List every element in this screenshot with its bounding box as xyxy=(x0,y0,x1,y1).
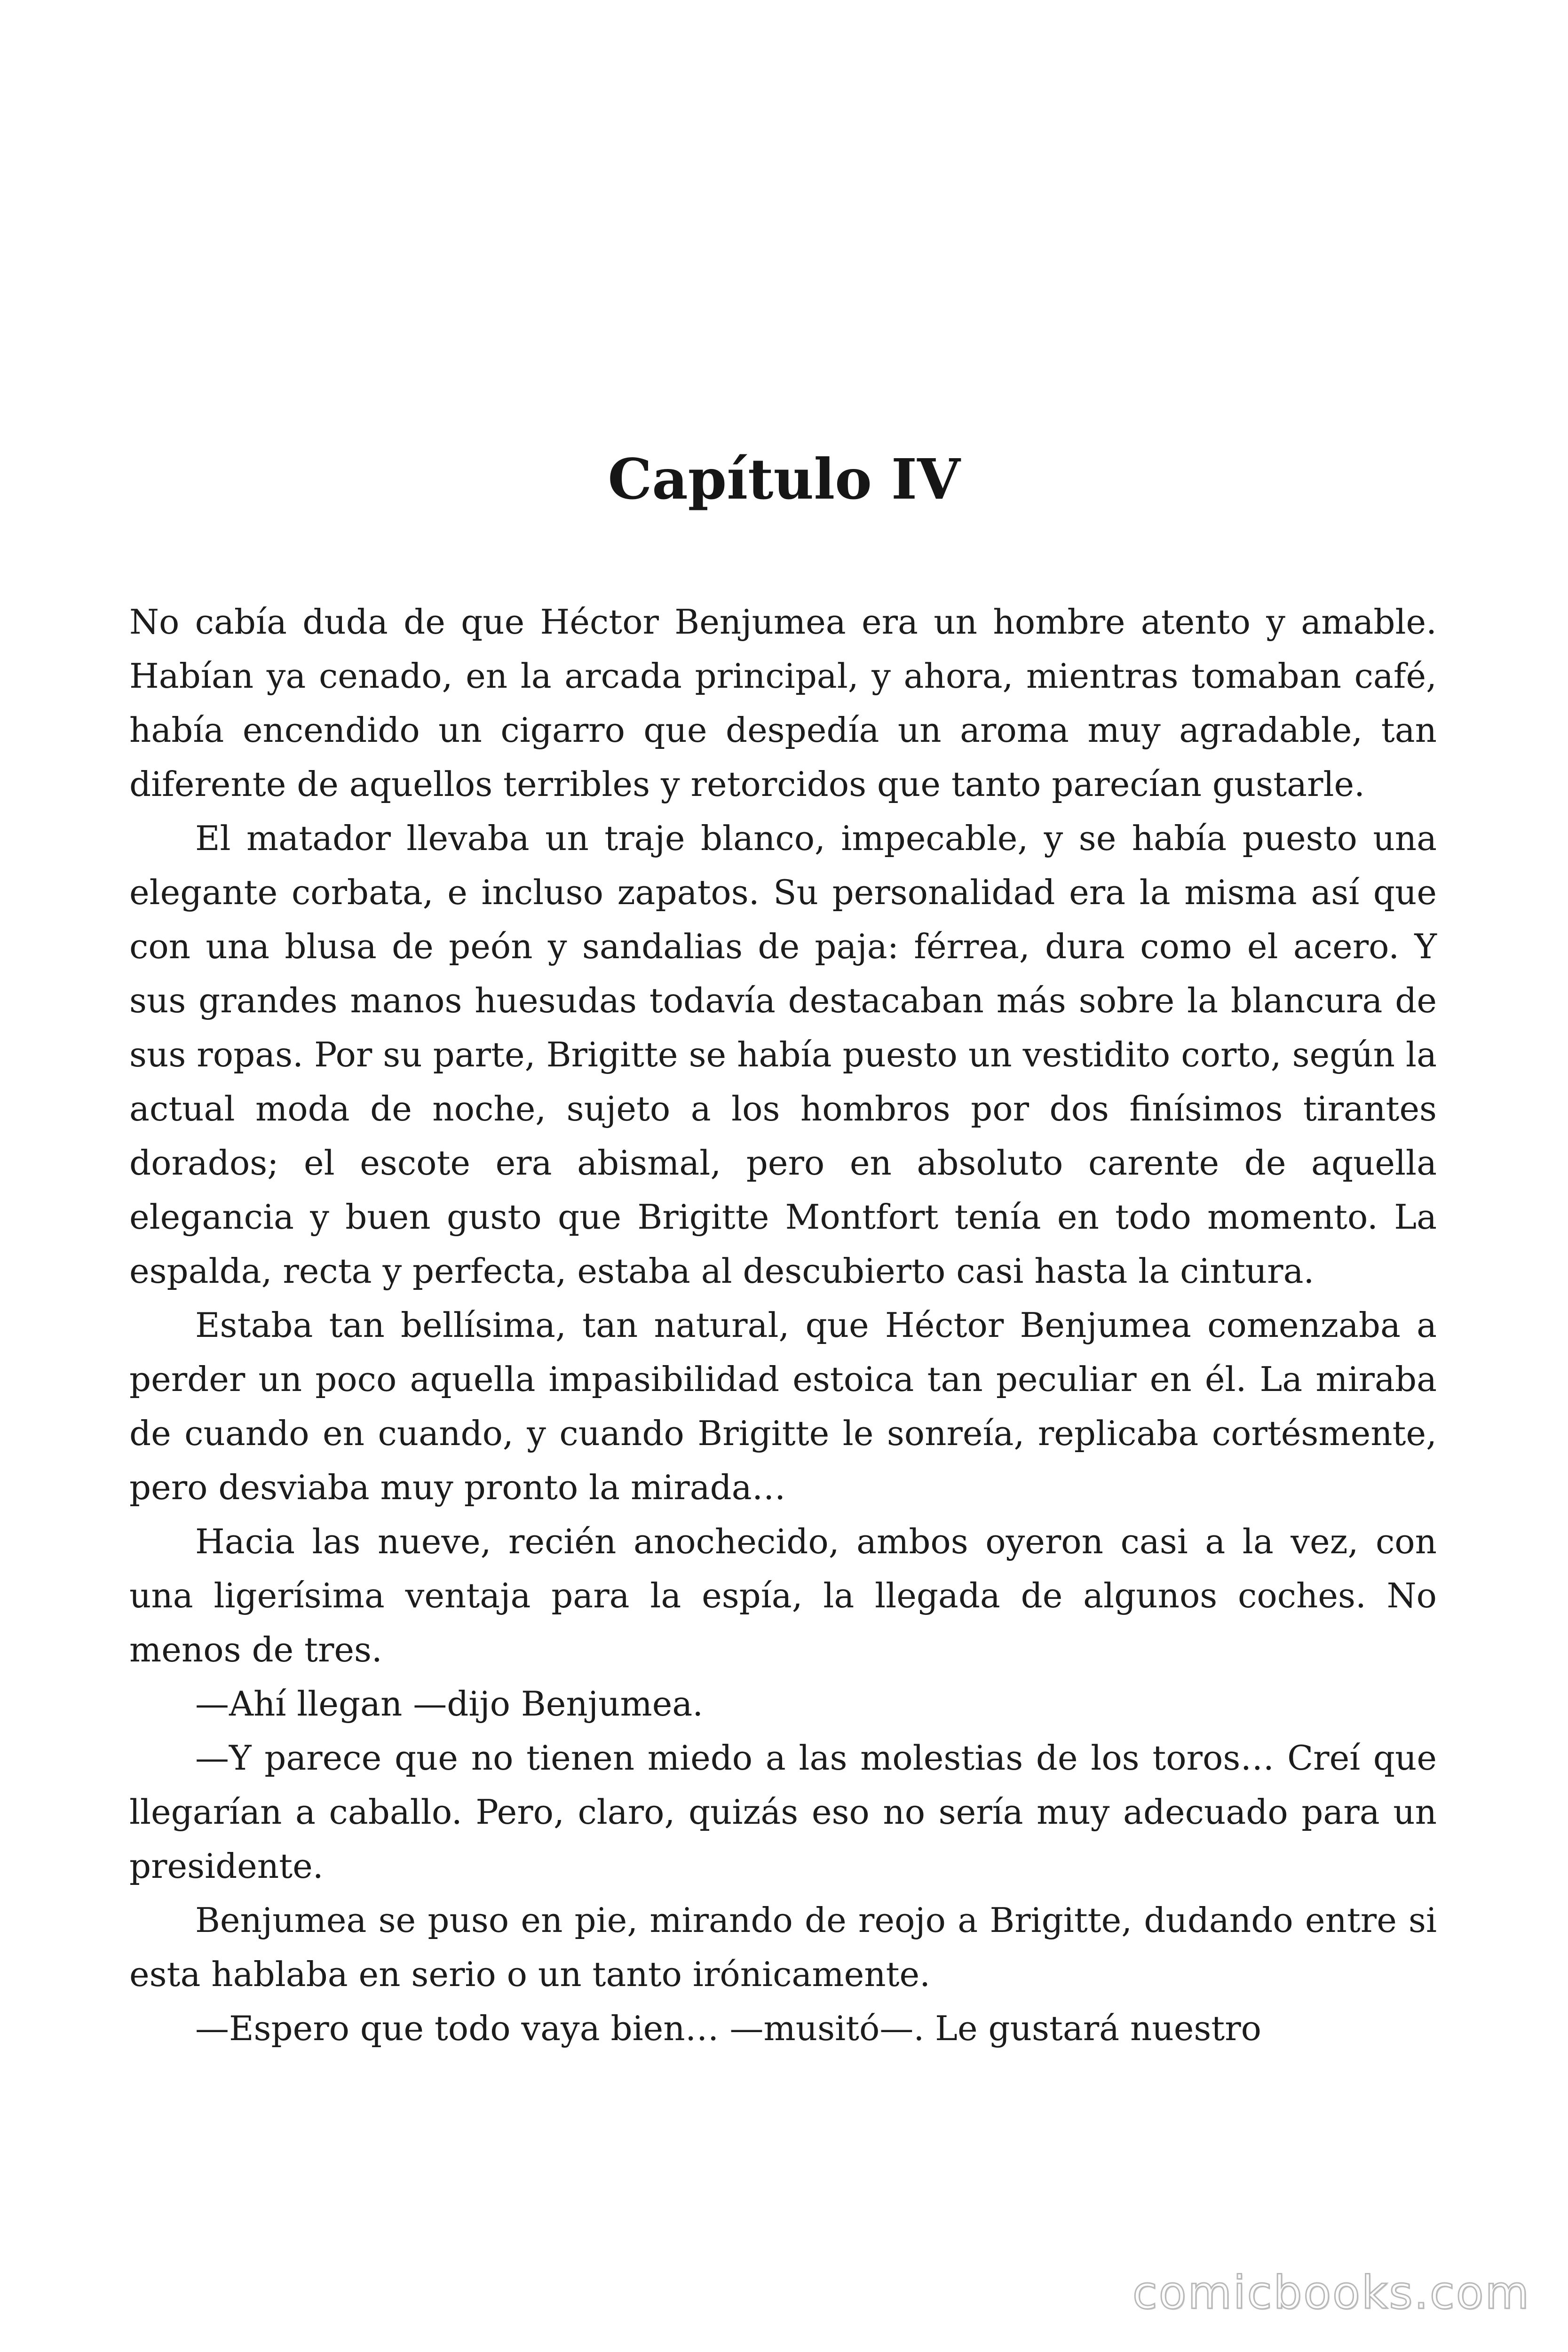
paragraph: —Ahí llegan —dijo Benjumea. xyxy=(195,1684,704,1724)
paragraph: Benjumea se puso en pie, mirando de reojo a Brigitte, dudando entre si esta hablaba en serio o un tanto irónicamente. xyxy=(129,1900,1437,1994)
paragraph: No cabía duda de que Héctor Benjumea era un hombre atento y amable. Habían ya cenado, en la arcada principal, y ahora, mientras tomaban café, había encendido un cigarro que despedía un aroma muy agradable, tan diferente de aquellos terribles y retorcidos que tanto parecían gustarle. xyxy=(129,602,1437,804)
chapter-title: Capítulo IV xyxy=(608,446,960,512)
paragraph: Hacia las nueve, recién anochecido, ambos oyeron casi a la vez, con una ligerísima ventaja para la espía, la llegada de algunos coches. No menos de tres. xyxy=(129,1522,1437,1669)
paragraph: El matador llevaba un traje blanco, impecable, y se había puesto una elegante corbata, e incluso zapatos. Su personalidad era la misma así que con una blusa de peón y sandalias de paja: férrea, dura como el acero. Y sus grandes manos huesudas todavía destacaban más sobre la blancura de sus ropas. Por su parte, Brigitte se había puesto un vestidito corto, según la actual moda de noche, sujeto a los hombros por dos finísimos tirantes dorados; el escote era abismal, pero en absoluto carente de aquella elegancia y buen gusto que Brigitte Montfort tenía en todo momento. La espalda, recta y perfecta, estaba al descubierto casi hasta la cintura. xyxy=(129,818,1437,1291)
chapter-body xyxy=(129,595,1437,2056)
paragraph: —Espero que todo vaya bien… —musitó—. Le gustará nuestro xyxy=(195,2009,1261,2048)
paragraph: Estaba tan bellísima, tan natural, que Héctor Benjumea comenzaba a perder un poco aquella impasibilidad estoica tan peculiar en él. La miraba de cuando en cuando, y cuando Brigitte le sonreía, replicaba cortésmente, pero desviaba muy pronto la mirada… xyxy=(129,1305,1437,1507)
watermark: comicbooks.com xyxy=(1132,2266,1530,2319)
paragraph: —Y parece que no tienen miedo a las molestias de los toros… Creí que llegarían a caballo. Pero, claro, quizás eso no sería muy adecuado para un presidente. xyxy=(129,1738,1437,1886)
